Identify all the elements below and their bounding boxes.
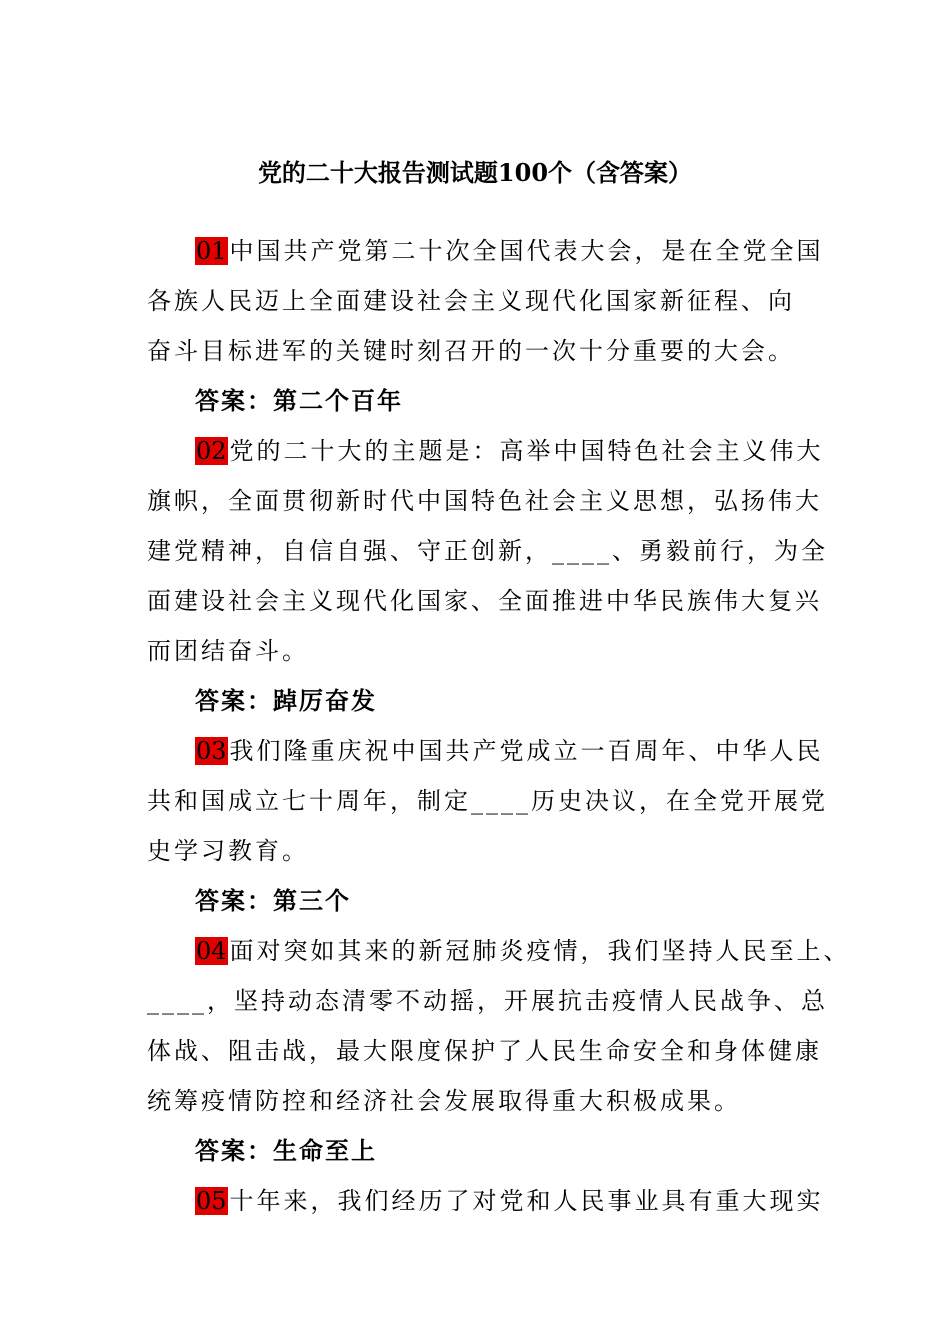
question-01-answer: 答案：第二个百年 xyxy=(195,386,403,415)
question-number-badge: 04 xyxy=(196,937,227,965)
question-number-badge: 03 xyxy=(196,737,227,765)
question-number-badge: 01 xyxy=(196,237,227,265)
question-02-answer: 答案：踔厉奋发 xyxy=(195,686,377,715)
question-02-line-1: 02 党的二十大的主题是：高举中国特色社会主义伟大 xyxy=(196,437,824,465)
question-02-line-5: 而团结奋斗。 xyxy=(147,637,309,665)
question-03-answer: 答案：第三个 xyxy=(195,886,351,915)
question-01-line-1: 01 中国共产党第二十次全国代表大会，是在全党全国 xyxy=(196,237,824,265)
question-02-line-2: 旗帜，全面贯彻新时代中国特色社会主义思想，弘扬伟大 xyxy=(147,487,822,515)
question-04-line-2: ____，坚持动态清零不动摇，开展抗击疫情人民战争、总 xyxy=(147,987,828,1015)
question-03-line-3: 史学习教育。 xyxy=(147,837,309,865)
question-03-line-1: 03 我们隆重庆祝中国共产党成立一百周年、中华人民 xyxy=(196,737,824,765)
question-04-line-1: 04 面对突如其来的新冠肺炎疫情，我们坚持人民至上、 xyxy=(196,937,851,965)
question-02-line-3: 建党精神，自信自强、守正创新，____、勇毅前行，为全 xyxy=(147,537,828,565)
question-04-line-3: 体战、阻击战，最大限度保护了人民生命安全和身体健康 xyxy=(147,1037,822,1065)
question-number-badge: 05 xyxy=(196,1187,227,1215)
question-number-badge: 02 xyxy=(196,437,227,465)
question-03-line-2: 共和国成立七十周年，制定____历史决议，在全党开展党 xyxy=(147,787,828,815)
question-05-line-1: 05 十年来，我们经历了对党和人民事业具有重大现实 xyxy=(196,1187,824,1215)
question-04-answer: 答案：生命至上 xyxy=(195,1136,377,1165)
question-02-line-4: 面建设社会主义现代化国家、全面推进中华民族伟大复兴 xyxy=(147,587,822,615)
question-01-line-3: 奋斗目标进军的关键时刻召开的一次十分重要的大会。 xyxy=(147,337,795,365)
document-title: 党的二十大报告测试题100个（含答案） xyxy=(257,158,693,187)
question-01-line-2: 各族人民迈上全面建设社会主义现代化国家新征程、向 xyxy=(147,287,795,315)
question-04-line-4: 统筹疫情防控和经济社会发展取得重大积极成果。 xyxy=(147,1087,741,1115)
